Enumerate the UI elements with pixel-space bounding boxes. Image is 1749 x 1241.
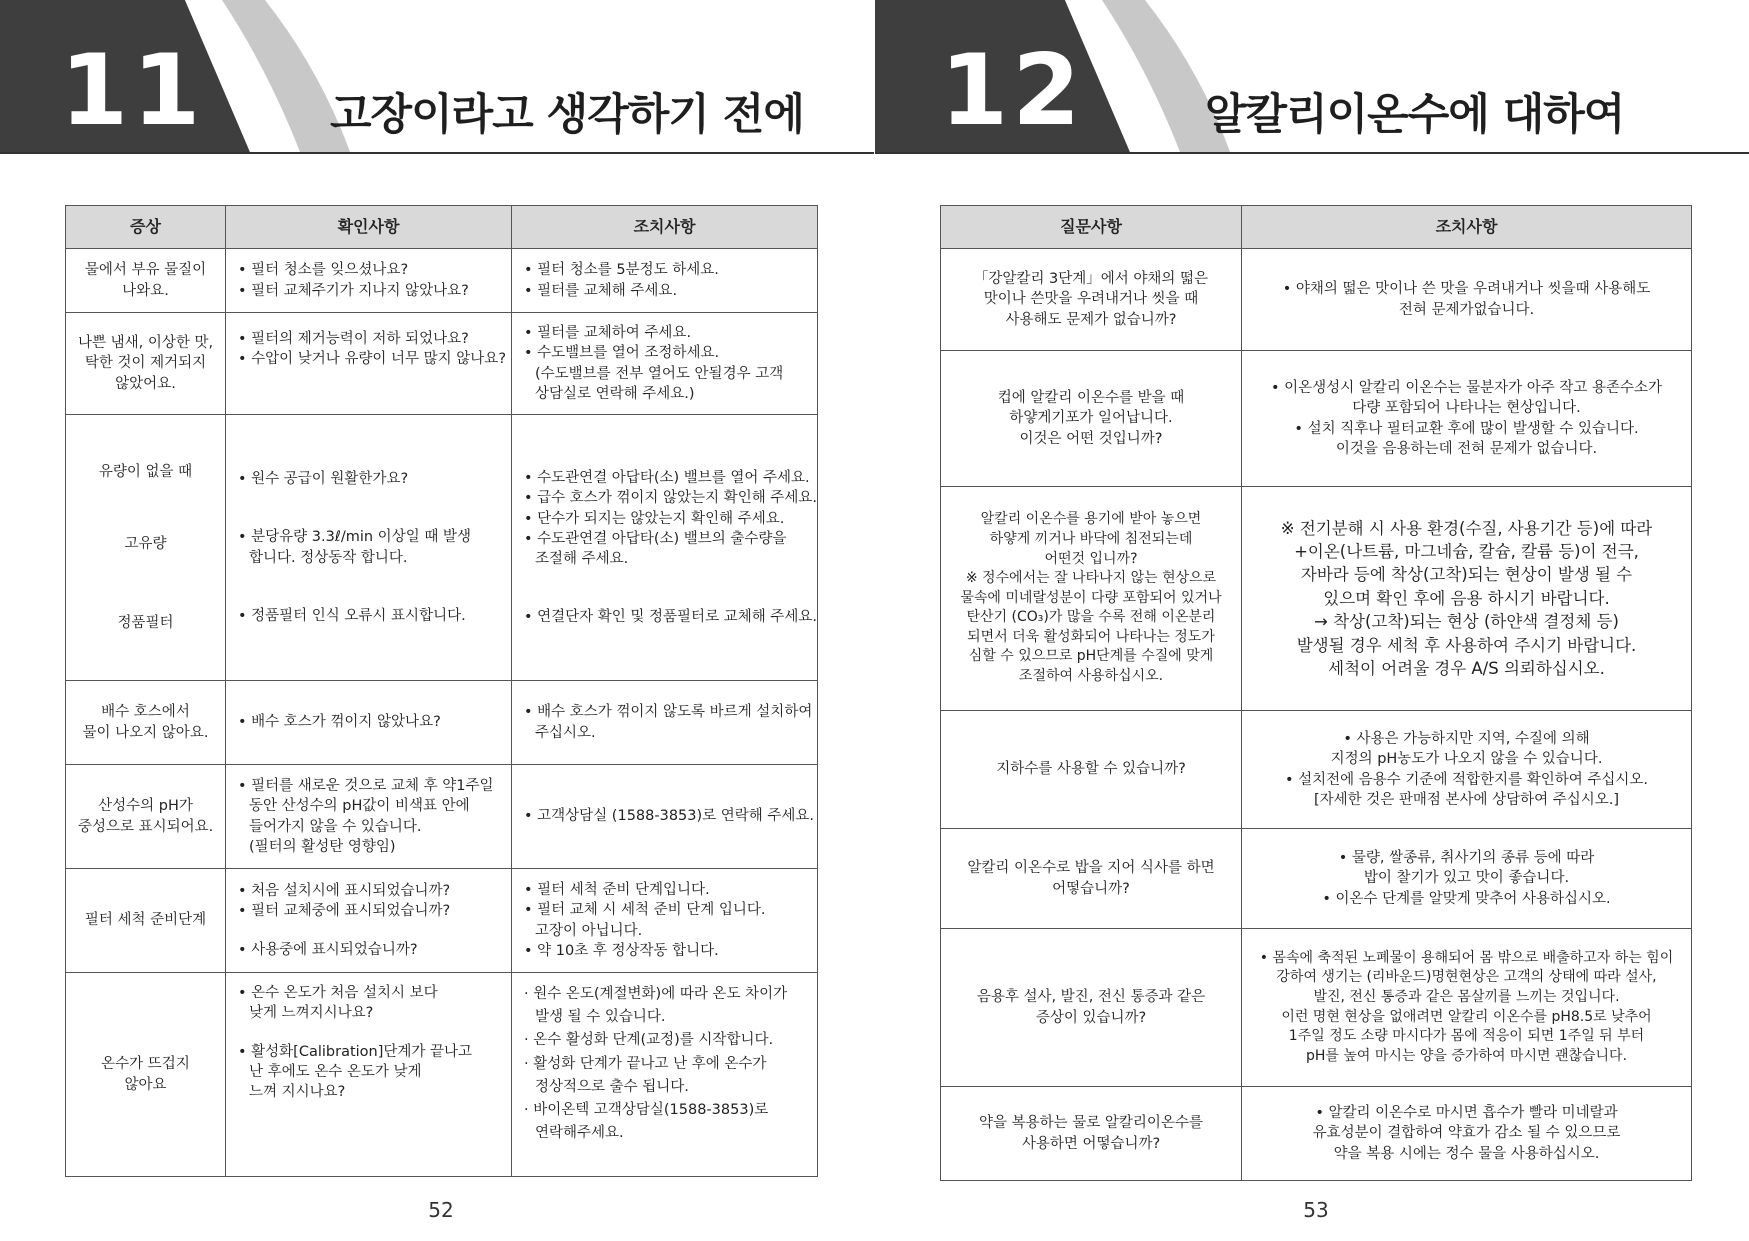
faq-table: [940, 205, 1692, 1181]
question-cell: 「강알칼리 3단계」에서 야채의 떫은 맛이나 쓴맛을 우려내거나 씻을 때 사용해도 문제가 없습니까?: [941, 249, 1242, 351]
action-cell: • 필터 세척 준비 단계입니다. • 필터 교체 시 세척 준비 단계 입니다. 고장이 아닙니다. • 약 10초 후 정상작동 합니다.: [512, 869, 818, 973]
answer-cell: • 몸속에 축적된 노폐물이 용해되어 몸 밖으로 배출하고자 하는 힘이 강하여 생기는 (리바운드)명현현상은 고객의 상태에 따라 설사, 발진, 전신 통증과 같은 몸살끼를 느끼는 것입니다. 이런 명현 현상을 없애려면 알칼리 이온수를 pH8.5로 낮추어 1주일 정도 소량 마시다가 몸에 적응이 되면 1주일 뒤 부터 pH를 높여 마시는 양을 증가하여 마시면 괜찮습니다.: [1242, 929, 1692, 1087]
table-row: [941, 1087, 1692, 1181]
action-cell: • 고객상담실 (1588-3853)로 연락해 주세요.: [512, 765, 818, 869]
check-cell: • 필터를 새로운 것으로 교체 후 약1주일 동안 산성수의 pH값이 비색표 안에 들어가지 않을 수 있습니다. (필터의 활성탄 영향임): [226, 765, 512, 869]
table-header-row: [66, 206, 818, 249]
column-header: 확인사항: [226, 206, 512, 249]
page-left: [0, 0, 874, 1241]
table-row: [66, 869, 818, 973]
question-cell: 음용후 설사, 발진, 전신 통증과 같은 증상이 있습니까?: [941, 929, 1242, 1087]
answer-cell: • 사용은 가능하지만 지역, 수질에 의해 지정의 pH농도가 나오지 않을 수 있습니다. • 설치전에 음용수 기준에 적합한지를 확인하여 주십시오. [자세한 것은 판매점 본사에 상담하여 주십시오.]: [1242, 711, 1692, 829]
action-cell: • 필터 청소를 5분정도 하세요. • 필터를 교체해 주세요.: [512, 249, 818, 313]
action-cell: · 원수 온도(계절변화)에 따라 온도 차이가 발생 될 수 있습니다. · 온수 활성화 단계(교정)를 시작합니다. · 활성화 단계가 끝나고 난 후에 온수가 정상적으로 출수 됩니다. · 바이온텍 고객상담실(1588-3853)로 연락해주세요.: [512, 973, 818, 1177]
question-cell: 약을 복용하는 물로 알칼리이온수를 사용하면 어떻습니까?: [941, 1087, 1242, 1181]
page-number: 52: [428, 1198, 454, 1222]
table-row: [941, 929, 1692, 1087]
section-number: 12: [940, 34, 1085, 148]
table-row: [941, 351, 1692, 487]
symptom-cell: 나쁜 냄새, 이상한 맛, 탁한 것이 제거되지 않았어요.: [66, 313, 226, 415]
symptom-cell: 산성수의 pH가 중성으로 표시되어요.: [66, 765, 226, 869]
action-cell: • 배수 호스가 꺾이지 않도록 바르게 설치하여 주십시오.: [512, 681, 818, 765]
section-title: 알칼리이온수에 대하여: [1205, 90, 1625, 140]
section-title: 고장이라고 생각하기 전에: [330, 90, 804, 140]
table-row: [66, 249, 818, 313]
table-row: [941, 487, 1692, 711]
answer-cell: • 알칼리 이온수로 마시면 흡수가 빨라 미네랄과 유효성분이 결합하여 약효가 감소 될 수 있으므로 약을 복용 시에는 정수 물을 사용하십시오.: [1242, 1087, 1692, 1181]
table-header-row: [941, 206, 1692, 249]
check-cell: • 원수 공급이 원활한가요? • 분당유량 3.3ℓ/min 이상일 때 발생 합니다. 정상동작 합니다. • 정품필터 인식 오류시 표시합니다.: [226, 415, 512, 681]
symptom-cell: 필터 세척 준비단계: [66, 869, 226, 973]
symptom-cell: 온수가 뜨겁지 않아요: [66, 973, 226, 1177]
question-cell: 알칼리 이온수를 용기에 받아 놓으면 하얗게 끼거나 바닥에 침전되는데 어떤것 입니까? ※ 정수에서는 잘 나타나지 않는 현상으로 물속에 미네랄성분이 다량 포함되어 있거나 탄산기 (CO₃)가 많을 수록 전해 이온분리 되면서 더욱 활성화되어 나타나는 정도가 심할 수 있으므로 pH단계를 수질에 맞게 조절하여 사용하십시오.: [941, 487, 1242, 711]
table-row: [66, 973, 818, 1177]
answer-cell: • 이온생성시 알칼리 이온수는 물분자가 아주 작고 용존수소가 다량 포함되어 나타나는 현상입니다. • 설치 직후나 필터교환 후에 많이 발생할 수 있습니다. 이것을 음용하는데 전혀 문제가 없습니다.: [1242, 351, 1692, 487]
action-cell: • 수도관연결 아답타(소) 밸브를 열어 주세요. • 급수 호스가 꺾이지 않았는지 확인해 주세요. • 단수가 되지는 않았는지 확인해 주세요. • 수도관연결 아답타(소) 밸브의 출수량을 조절해 주세요. • 연결단자 확인 및 정품필터로 교체해 주세요.: [512, 415, 818, 681]
column-header: 증상: [66, 206, 226, 249]
symptom-cell: 물에서 부유 물질이 나와요.: [66, 249, 226, 313]
table-row: [66, 415, 818, 681]
section-number: 11: [60, 34, 205, 148]
header-rule: [875, 152, 1749, 154]
check-cell: • 처음 설치시에 표시되었습니까? • 필터 교체중에 표시되었습니까? • 사용중에 표시되었습니까?: [226, 869, 512, 973]
check-cell: • 필터의 제거능력이 저하 되었나요? • 수압이 낮거나 유량이 너무 많지 않나요?: [226, 313, 512, 415]
answer-cell: • 물량, 쌀종류, 취사기의 종류 등에 따라 밥이 찰기가 있고 맛이 좋습니다. • 이온수 단계를 알맞게 맞추어 사용하십시오.: [1242, 829, 1692, 929]
column-header: 조치사항: [1242, 206, 1692, 249]
table-row: [941, 829, 1692, 929]
action-cell: • 필터를 교체하여 주세요. • 수도밸브를 열어 조정하세요. (수도밸브를 전부 열어도 안될경우 고객 상담실로 연락해 주세요.): [512, 313, 818, 415]
question-cell: 지하수를 사용할 수 있습니까?: [941, 711, 1242, 829]
symptom-cell: 배수 호스에서 물이 나오지 않아요.: [66, 681, 226, 765]
check-cell: • 온수 온도가 처음 설치시 보다 낮게 느껴지시나요? • 활성화[Calibration]단계가 끝나고 난 후에도 온수 온도가 낮게 느껴 지시나요?: [226, 973, 512, 1177]
section-header: [875, 0, 1749, 156]
answer-cell: • 야채의 떫은 맛이나 쓴 맛을 우려내거나 씻을때 사용해도 전혀 문제가없습니다.: [1242, 249, 1692, 351]
check-cell: • 배수 호스가 꺾이지 않았나요?: [226, 681, 512, 765]
table-row: [66, 681, 818, 765]
answer-cell: ※ 전기분해 시 사용 환경(수질, 사용기간 등)에 따라 +이온(나트륨, 마그네슘, 칼슘, 칼륨 등)이 전극, 자바라 등에 착상(고착)되는 현상이 발생 될 수 있으며 확인 후에 음용 하시기 바랍니다. → 착상(고착)되는 현상 (하얀색 결정체 등) 발생될 경우 세척 후 사용하여 주시기 바랍니다. 세척이 어려울 경우 A/S 의뢰하십시오.: [1242, 487, 1692, 711]
header-rule: [0, 152, 874, 154]
question-cell: 알칼리 이온수로 밥을 지어 식사를 하면 어떻습니까?: [941, 829, 1242, 929]
section-header: [0, 0, 874, 156]
table-row: [66, 765, 818, 869]
column-header: 조치사항: [512, 206, 818, 249]
symptom-cell: 유량이 없을 때 고유량 정품필터: [66, 415, 226, 681]
table-row: [66, 313, 818, 415]
table-row: [941, 711, 1692, 829]
table-row: [941, 249, 1692, 351]
page-number: 53: [1303, 1198, 1329, 1222]
check-cell: • 필터 청소를 잊으셨나요? • 필터 교체주기가 지나지 않았나요?: [226, 249, 512, 313]
page-right: [875, 0, 1749, 1241]
column-header: 질문사항: [941, 206, 1242, 249]
question-cell: 컵에 알칼리 이온수를 받을 때 하얗게기포가 일어납니다. 이것은 어떤 것입니까?: [941, 351, 1242, 487]
troubleshooting-table: [65, 205, 818, 1177]
